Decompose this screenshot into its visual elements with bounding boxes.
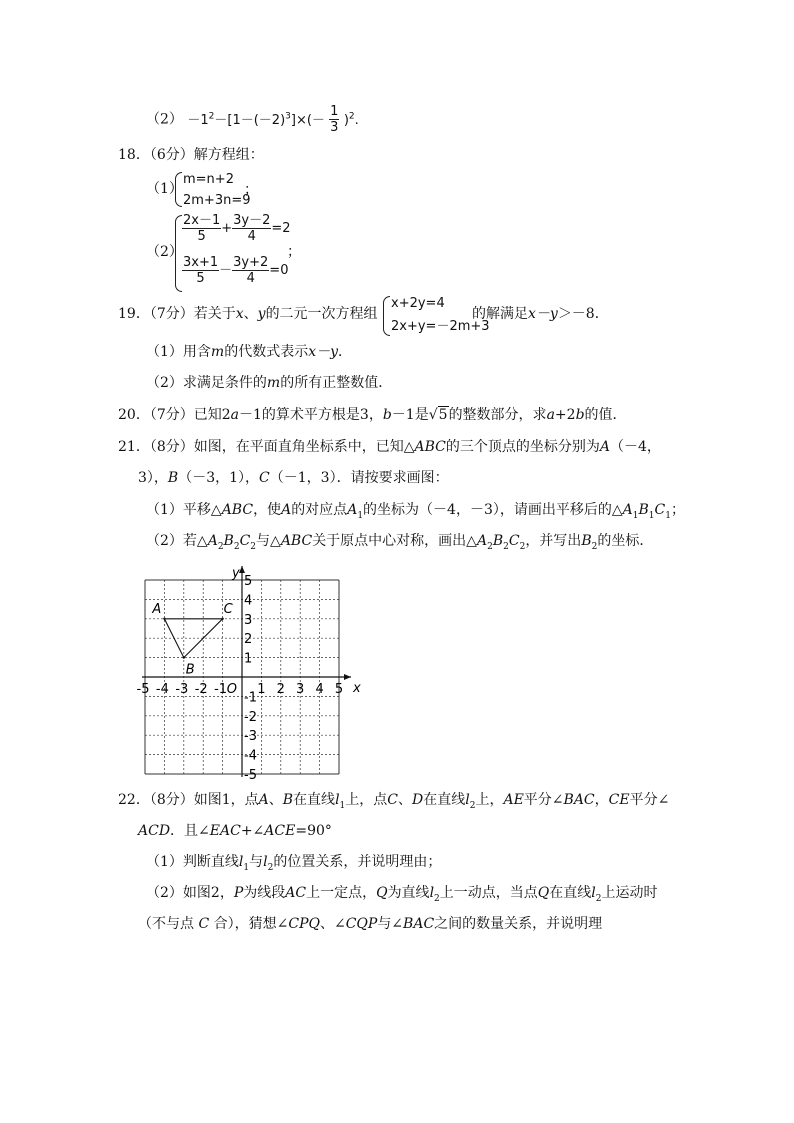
q22-line1: 22．（8分）如图1，点A、B在直线$l_1$上，点C、D在直线$l_2$上，AE平分∠BAC，CE平分∠ [118,792,670,811]
q20: 20．（7分）已知2a－1的算术平方根是3，b－1是√5的整数部分，求a+2b的值． [118,407,627,423]
x-axis-label: x [353,681,361,696]
q22-p2: （2）如图2，P为线段AC上一定点，Q为直线$l_2$上一动点，当点Q在直线$l_2$上运动时 [146,885,658,904]
q21-p2: （2）若$\triangle A_2B_2C_2$与△ABC关于原点中心对称，画出$\triangle A_2B_2C_2$，并写出$B_2$的坐标． [146,533,654,552]
q22-p1: （1）判断直线$l_1$与$l_2$的位置关系，并说明理由； [146,854,442,873]
point-b [183,656,185,658]
q18-p2-end: ； [287,244,301,260]
y-axis-label: y [232,566,240,581]
q17-term-d: ) [343,112,349,128]
q18-p1-brace [175,172,182,207]
q18-p2-eq2: $\frac{3x+1}{5}$ － $\frac{3y+2}{4}$ =0 [183,255,289,286]
origin-label: O [226,682,237,697]
sqrt-symbol: √ [428,407,438,423]
q17-fraction: $\frac{1}{3}$ [330,104,339,135]
q18-title: 18．（6分）解方程组： [118,147,264,163]
y-tick-label: 4 [244,593,253,609]
x-tick-label: -1 [214,682,228,697]
x-tick-label: -3 [175,682,189,697]
q22-line2: ACD．且∠EAC+∠ACE=90° [138,823,332,839]
q17-term-b: －[1－(－2) [214,112,286,128]
y-tick-label: -2 [244,709,257,725]
q17-exp-d: 2 [348,111,355,122]
q17-exp-b: 3 [285,111,291,122]
q22-p3: （不与点 C 合），猜想∠CPQ、∠CQP与∠BAC之间的数量关系，并说明理 [138,916,603,932]
q17-term-a: －1 [187,112,209,128]
point-label-b: B [185,662,195,678]
q21-p1: （1）平移△ABC，使A的对应点$A_1$的坐标为（－4，－3），请画出平移后的$\triangle A_1B_1C_1$； [146,502,685,521]
q19-p2: （2）求满足条件的m的所有正整数值． [146,375,393,391]
x-tick-label: 4 [315,682,324,697]
q19-p1: （1）用含m的代数式表示x－y． [146,344,353,360]
y-tick-label: 5 [244,574,253,589]
q18-p2-label: （2） [146,244,183,260]
sqrt-radicand: 5 [438,407,448,423]
point-a [163,618,165,620]
point-label-a: A [152,601,162,617]
q18-p1-eq2: 2m+3n=9 [183,193,251,208]
q19-eq2: 2x+y=－2m+3 [391,319,490,334]
coordinate-grid-figure [125,555,365,780]
q21-line2: 3），B（－3，1），C（－1，3）．请按要求画图： [138,470,449,486]
point-label-c: C [223,601,233,617]
q18-p2-brace [175,215,182,292]
q18-p1-label: （1） [146,181,183,197]
x-axis-arrow [344,674,351,680]
q17-label: （2） [146,111,183,128]
y-tick-label: -4 [244,748,257,764]
x-tick-label: 5 [334,682,344,697]
q19-eq1: x+2y=4 [391,296,445,311]
q19-title: 19．（7分）若关于x、y的二元一次方程组 [118,306,378,322]
y-tick-label: -1 [244,690,257,706]
y-tick-label: 1 [244,651,253,667]
q17-end: . [354,112,359,128]
q17-exp-a: 2 [208,111,215,122]
q19-condition: 的解满足x－y＞－8． [472,306,609,322]
x-tick-label: 3 [296,682,305,697]
y-tick-label: 2 [244,632,253,648]
q18-p1-eq1: m=n+2 [183,172,234,187]
x-tick-label: 2 [276,682,285,697]
x-tick-label: -5 [136,682,150,697]
y-axis-arrow [239,566,245,573]
q19-brace [383,296,390,336]
q17-term-c: ]×(－ [290,112,325,128]
x-tick-label: -4 [155,682,169,697]
y-tick-label: -5 [244,768,257,780]
q18-p1-end: ； [244,182,258,198]
y-tick-label: -3 [244,729,257,745]
point-c [221,618,223,620]
y-tick-label: 3 [244,612,253,628]
x-tick-label: -2 [194,682,208,697]
q21-line1: 21．（8分）如图，在平面直角坐标系中，已知△ABC的三个顶点的坐标分别为A（－4， [118,439,661,455]
x-tick-label: 1 [257,682,266,697]
q17-part2 [146,105,359,135]
q18-p2-eq1: $\frac{2x-1}{5}$ + $\frac{3y-2}{4}$ =2 [183,213,291,244]
